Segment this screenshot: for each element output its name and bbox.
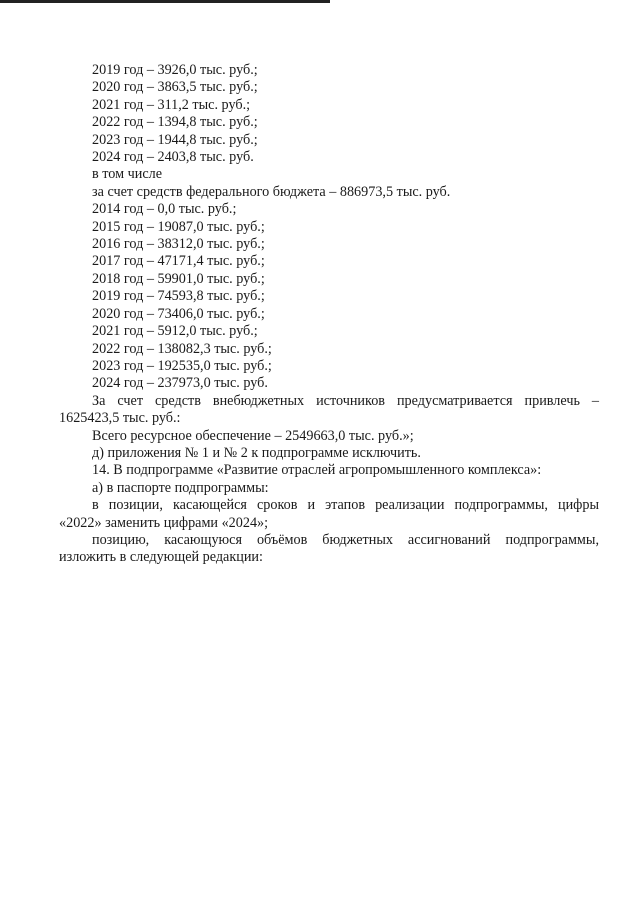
text-line: за счет средств федерального бюджета – 886973,5 тыс. руб. bbox=[92, 183, 451, 200]
text-line: 2017 год – 47171,4 тыс. руб.; bbox=[92, 253, 265, 270]
text-line: 2020 год – 73406,0 тыс. руб.; bbox=[92, 305, 265, 322]
text-line: 2024 год – 237973,0 тыс. руб. bbox=[92, 375, 268, 392]
text-line: 2019 год – 74593,8 тыс. руб.; bbox=[92, 288, 265, 305]
text-line: 2024 год – 2403,8 тыс. руб. bbox=[92, 149, 254, 166]
text-line: 2018 год – 59901,0 тыс. руб.; bbox=[92, 270, 265, 287]
document-page bbox=[59, 62, 599, 567]
text-line: 2023 год – 192535,0 тыс. руб.; bbox=[92, 357, 272, 374]
text-line: 2022 год – 138082,3 тыс. руб.; bbox=[92, 340, 272, 357]
text-line: 2015 год – 19087,0 тыс. руб.; bbox=[92, 218, 265, 235]
text-line: 2021 год – 5912,0 тыс. руб.; bbox=[92, 323, 258, 340]
text-line: в том числе bbox=[92, 166, 163, 183]
text-line: За счет средств внебюджетных источников предусматривается привлечь – bbox=[92, 392, 599, 409]
text-line: 2014 год – 0,0 тыс. руб.; bbox=[92, 201, 237, 218]
text-line: 2023 год – 1944,8 тыс. руб.; bbox=[92, 131, 258, 148]
text-line: позицию, касающуюся объёмов бюджетных ассигнований подпрограммы, bbox=[92, 531, 599, 548]
text-line: 14. В подпрограмме «Развитие отраслей агропромышленного комплекса»: bbox=[92, 462, 542, 479]
text-line: 2022 год – 1394,8 тыс. руб.; bbox=[92, 114, 258, 131]
text-line: Всего ресурсное обеспечение – 2549663,0 тыс. руб.»; bbox=[92, 427, 414, 444]
text-line: а) в паспорте подпрограммы: bbox=[92, 479, 269, 496]
scan-top-edge bbox=[0, 0, 330, 3]
text-line: д) приложения № 1 и № 2 к подпрограмме исключить. bbox=[92, 444, 421, 461]
text-line: «2022» заменить цифрами «2024»; bbox=[59, 514, 269, 531]
text-line: 2016 год – 38312,0 тыс. руб.; bbox=[92, 236, 265, 253]
text-line: 1625423,5 тыс. руб.: bbox=[59, 410, 181, 427]
text-line: 2021 год – 311,2 тыс. руб.; bbox=[92, 96, 251, 113]
text-line: в позиции, касающейся сроков и этапов реализации подпрограммы, цифры bbox=[92, 497, 599, 514]
text-line: 2020 год – 3863,5 тыс. руб.; bbox=[92, 79, 258, 96]
text-line: 2019 год – 3926,0 тыс. руб.; bbox=[92, 62, 258, 78]
text-line: изложить в следующей редакции: bbox=[59, 549, 263, 566]
